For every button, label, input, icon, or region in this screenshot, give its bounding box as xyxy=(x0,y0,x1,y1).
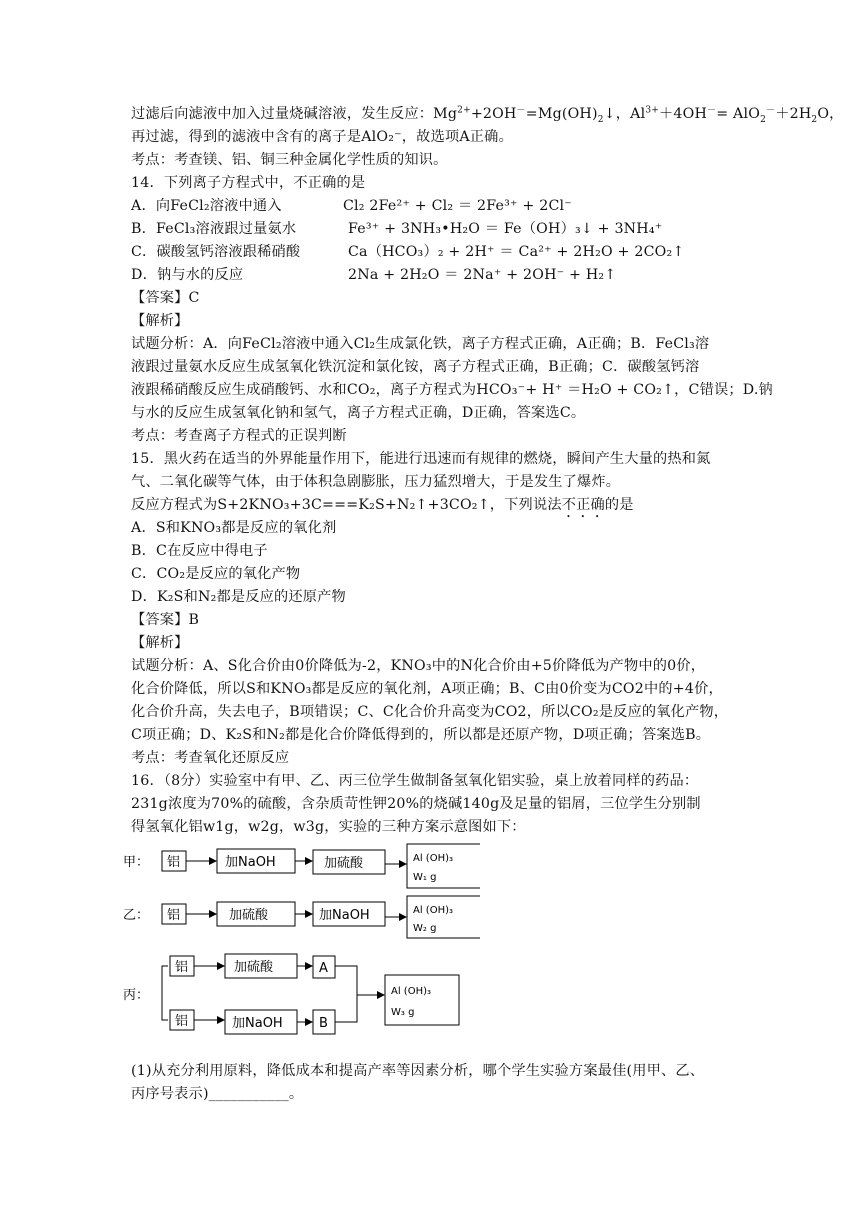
subscript: 2 xyxy=(811,114,818,125)
text-line: 试题分析：A．向FeCl₂溶液中通入Cl₂生成氯化铁，离子方程式正确，A正确；B．FeCl₃溶 xyxy=(131,336,710,352)
text-segment: 的是 xyxy=(604,497,634,513)
label-naoh: 加NaOH xyxy=(232,1016,283,1031)
text-segment: 反应方程式为S+2KNO₃+3C===K₂S+N₂↑+3CO₂↑，下列说法 xyxy=(131,497,562,513)
label-al: 铝 xyxy=(175,1014,189,1029)
question-14-title: 14．下列离子方程式中，不正确的是 xyxy=(131,175,366,191)
text-segment: ↓，Al xyxy=(603,106,646,122)
text-line: 231g浓度为70%的硫酸，含杂质苛性钾20%的烧碱140g及足量的铝屑，三位学生分别制 xyxy=(131,796,701,812)
text-line: 气、二氧化碳等气体，由于体积急剧膨胀，压力猛烈增大，于是发生了爆炸。 xyxy=(131,474,621,490)
option-d-line: D．钠与水的反应 xyxy=(131,267,244,283)
text-segment: +2OH xyxy=(470,106,517,122)
label-h2so4: 加硫酸 xyxy=(234,960,274,975)
text-segment: ＋4OH xyxy=(659,106,708,122)
label-naoh: 加NaOH xyxy=(225,855,276,870)
analysis-label: 【解析】 xyxy=(131,313,189,329)
text-line xyxy=(131,104,844,124)
text-segment: ＋2H xyxy=(775,106,812,122)
option-label: A．向FeCl₂溶液中通入 xyxy=(131,198,282,214)
label-product: Al (OH)₃ xyxy=(413,905,453,916)
superscript: 2+ xyxy=(457,105,471,116)
label-w3: W₃ g xyxy=(391,1007,415,1018)
answer-blank-line: 丙序号表示)___________。 xyxy=(131,1086,304,1102)
question-16-title: 16．（8分）实验室中有甲、乙、丙三位学生做制备氢氧化铝实验，桌上放着同样的药品： xyxy=(131,773,699,789)
answer-label: 【答案】C xyxy=(131,290,200,306)
option-c-line: C．CO₂是反应的氧化产物 xyxy=(131,566,301,582)
label-bing: 丙： xyxy=(123,988,150,1003)
option-d-line: D．K₂S和N₂都是反应的还原产物 xyxy=(131,589,346,605)
subscript: 2 xyxy=(760,114,766,125)
text-line: 得氢氧化铝w1g，w2g，w3g，实验的三种方案示意图如下： xyxy=(131,819,526,835)
superscript: － xyxy=(707,105,717,116)
label-product: Al (OH)₃ xyxy=(413,853,453,864)
text-segment: = AlO xyxy=(716,106,761,122)
flow-diagram xyxy=(120,838,480,1038)
text-line: 液跟稀硝酸反应生成硝酸钙、水和CO₂，离子方程式为HCO₃⁻+ H⁺ ＝H₂O + CO₂↑，C错误；D.钠 xyxy=(131,382,773,398)
text-line: C项正确；D、K₂S和N₂都是化合价降低得到的，所以都是还原产物，D项正确；答案选B。 xyxy=(131,727,711,743)
subscript: 2 xyxy=(597,114,604,125)
text-line: 液跟过量氨水反应生成氢氧化铁沉淀和氯化铵，离子方程式正确，B正确；C．碳酸氢钙溶 xyxy=(131,359,700,375)
text-line: 化合价降低，所以S和KNO₃都是反应的氧化剂，A项正确；B、C由0价变为CO2中的+4价， xyxy=(131,681,723,697)
label-a: A xyxy=(319,961,328,976)
equation: Ca（HCO₃）₂ + 2H⁺ ＝ Ca²⁺ + 2H₂O + 2CO₂↑ xyxy=(348,244,685,260)
option-b-line: B．FeCl₃溶液跟过量氨水 xyxy=(131,221,297,237)
text-line: 考点：考查氧化还原反应 xyxy=(131,750,290,766)
equation: Fe³⁺ + 3NH₃•H₂O ＝ Fe（OH）₃↓ + 3NH₄⁺ xyxy=(348,221,663,237)
text-segment: =Mg(OH) xyxy=(525,106,598,122)
analysis-label: 【解析】 xyxy=(131,635,189,651)
label-al: 铝 xyxy=(175,960,189,975)
sub-question-1: (1)从充分利用原料，降低成本和提高产率等因素分析，哪个学生实验方案最佳(用甲、乙、 xyxy=(131,1063,705,1079)
superscript: － xyxy=(766,105,776,116)
label-al: 铝 xyxy=(167,908,181,923)
option-b-line: B．C在反应中得电子 xyxy=(131,543,268,559)
label-w2: W₂ g xyxy=(413,923,437,934)
equation: 2Na + 2H₂O ＝ 2Na⁺ + 2OH⁻ + H₂↑ xyxy=(348,267,617,283)
label-h2so4: 加硫酸 xyxy=(324,856,364,871)
text-line: 再过滤，得到的滤液中含有的离子是AlO₂⁻，故选项A正确。 xyxy=(131,129,513,145)
label-b: B xyxy=(319,1016,328,1031)
label-jia: 甲： xyxy=(123,855,150,870)
text-segment: O， xyxy=(817,106,844,122)
label-yi: 乙： xyxy=(123,908,150,923)
option-a-line xyxy=(131,196,282,216)
text-line: 考点：考查离子方程式的正误判断 xyxy=(131,428,347,444)
text-line: 试题分析：A、S化合价由0价降低为-2，KNO₃中的N化合价由+5价降低为产物中的0价， xyxy=(131,658,706,674)
text-line: 考点：考查镁、铝、铜三种金属化学性质的知识。 xyxy=(131,152,448,168)
equation: Cl₂ 2Fe²⁺ + Cl₂ ＝ 2Fe³⁺ + 2Cl⁻ xyxy=(343,198,572,214)
option-a-line: A．S和KNO₃都是反应的氧化剂 xyxy=(131,520,337,536)
question-15-title: 15．黑火药在适当的外界能量作用下，能进行迅速而有规律的燃烧，瞬间产生大量的热和氮 xyxy=(131,451,711,467)
label-w1: W₁ g xyxy=(413,872,437,883)
superscript: 3+ xyxy=(645,105,660,116)
label-al: 铝 xyxy=(167,855,181,870)
text-line: 化合价升高，失去电子，B项错误；C、C化合价升高变为CO2，所以CO₂是反应的氧化产物， xyxy=(131,704,729,720)
label-naoh: 加NaOH xyxy=(319,908,370,923)
option-c-line: C．碳酸氢钙溶液跟稀硝酸 xyxy=(131,244,301,260)
text-line: 与水的反应生成氢氧化钠和氢气，离子方程式正确，D正确，答案选C。 xyxy=(131,405,586,421)
label-h2so4: 加硫酸 xyxy=(229,908,269,923)
text-segment: 过滤后向滤液中加入过量烧碱溶液，发生反应：Mg xyxy=(131,106,458,122)
answer-label: 【答案】B xyxy=(131,612,200,628)
emphasis-text: 不正确 xyxy=(561,497,605,513)
superscript: － xyxy=(516,105,526,116)
label-product: Al (OH)₃ xyxy=(391,986,431,997)
